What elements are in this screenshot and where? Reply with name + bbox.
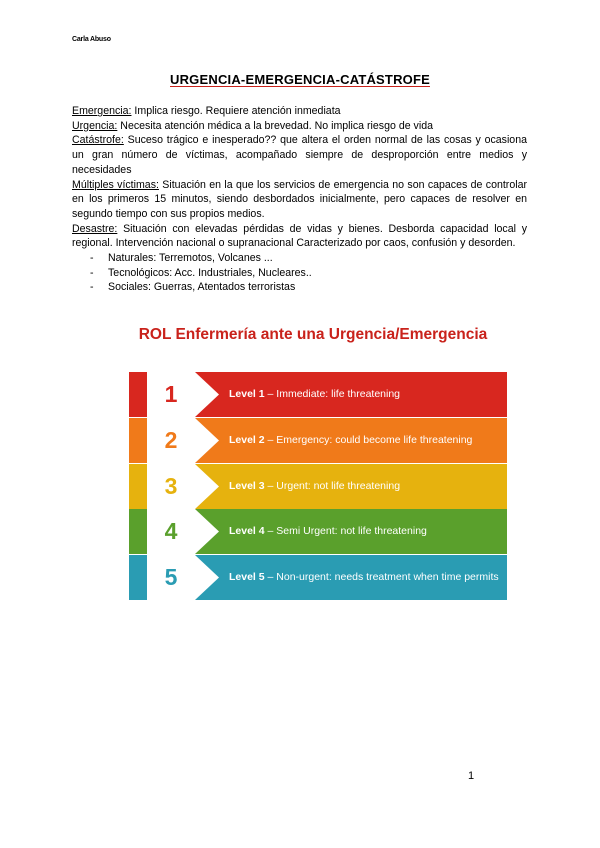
definition-text: Implica riesgo. Requiere atención inmediata [131, 105, 341, 117]
triage-number: 3 [147, 464, 195, 509]
triage-label [229, 372, 499, 417]
triage-level-4 [129, 509, 507, 554]
triage-number: 4 [147, 509, 195, 554]
chevron-right-icon [195, 372, 219, 417]
definition-term: Urgencia: [72, 119, 118, 132]
triage-level-desc: – Urgent: not life threatening [264, 479, 401, 492]
triage-number: 2 [147, 418, 195, 463]
definition-term: Catástrofe: [72, 134, 124, 147]
list-item: - Tecnológicos: Acc. Industriales, Nucleares.. [72, 266, 527, 281]
triage-level-name: Level 2 [229, 433, 265, 446]
triage-label [229, 418, 499, 463]
page-title [0, 72, 600, 87]
chevron-right-icon [195, 418, 219, 463]
triage-level-name: Level 3 [229, 479, 265, 492]
definition-multiples-victimas [72, 178, 527, 222]
triage-level-desc: – Immediate: life threatening [264, 388, 401, 400]
rol-section-title: ROL Enfermería ante una Urgencia/Emergencia [138, 326, 488, 343]
list-item: - Naturales: Terremotos, Volcanes ... [72, 251, 527, 266]
page-number: 1 [468, 770, 475, 782]
chevron-right-icon [195, 555, 219, 600]
definition-text: Necesita atención médica a la brevedad. No implica riesgo de vida [117, 119, 433, 132]
triage-level-desc: – Emergency: could become life threatening [264, 433, 473, 446]
definition-emergencia [72, 104, 527, 119]
triage-label [229, 464, 499, 509]
definition-term: Múltiples víctimas: [72, 178, 159, 191]
triage-level-name: Level 4 [229, 525, 265, 538]
triage-level-2 [129, 418, 507, 463]
triage-level-1 [129, 372, 507, 417]
definition-catastrofe [72, 133, 527, 177]
definition-term: Emergencia: [72, 105, 132, 117]
definition-text: Situación en la que los servicios de emergencia no son capaces de controlar en los primeros 15 minutos, siendo desbordados inicialmente, pero capaces de resolver en segundo tiempo con sus propios medios. [72, 178, 527, 220]
triage-label [229, 509, 499, 554]
triage-level-5 [129, 555, 507, 600]
triage-number: 1 [147, 372, 195, 417]
author-name: Carla Abuso [72, 36, 111, 43]
triage-level-desc: – Non-urgent: needs treatment when time permits [264, 571, 499, 583]
definition-term: Desastre: [72, 222, 118, 235]
triage-level-3 [129, 464, 507, 509]
triage-level-name: Level 5 [229, 571, 265, 583]
triage-number: 5 [147, 555, 195, 600]
triage-level-name: Level 1 [229, 388, 265, 400]
disaster-types-list [72, 251, 527, 295]
page-title-text: URGENCIA-EMERGENCIA-CATÁSTROFE [170, 72, 430, 87]
definition-text: Suceso trágico e inesperado?? que altera el orden normal de las cosas y ocasiona un gran número de víctimas, acompañado siempre de desproporción entre medios y necesidades [72, 134, 527, 176]
list-item: - Sociales: Guerras, Atentados terroristas [72, 280, 527, 295]
triage-label [229, 555, 499, 600]
definition-urgencia [72, 119, 527, 134]
definition-text: Situación con elevadas pérdidas de vidas y bienes. Desborda capacidad local y regional. Intervención nacional o supranacional Caracterizado por caos, confusión y desorden. [72, 222, 527, 250]
chevron-right-icon [195, 464, 219, 509]
definition-desastre [72, 222, 527, 251]
triage-level-desc: – Semi Urgent: not life threatening [264, 525, 427, 538]
triage-levels-graphic [129, 372, 507, 600]
chevron-right-icon [195, 509, 219, 554]
document-body [72, 104, 527, 295]
